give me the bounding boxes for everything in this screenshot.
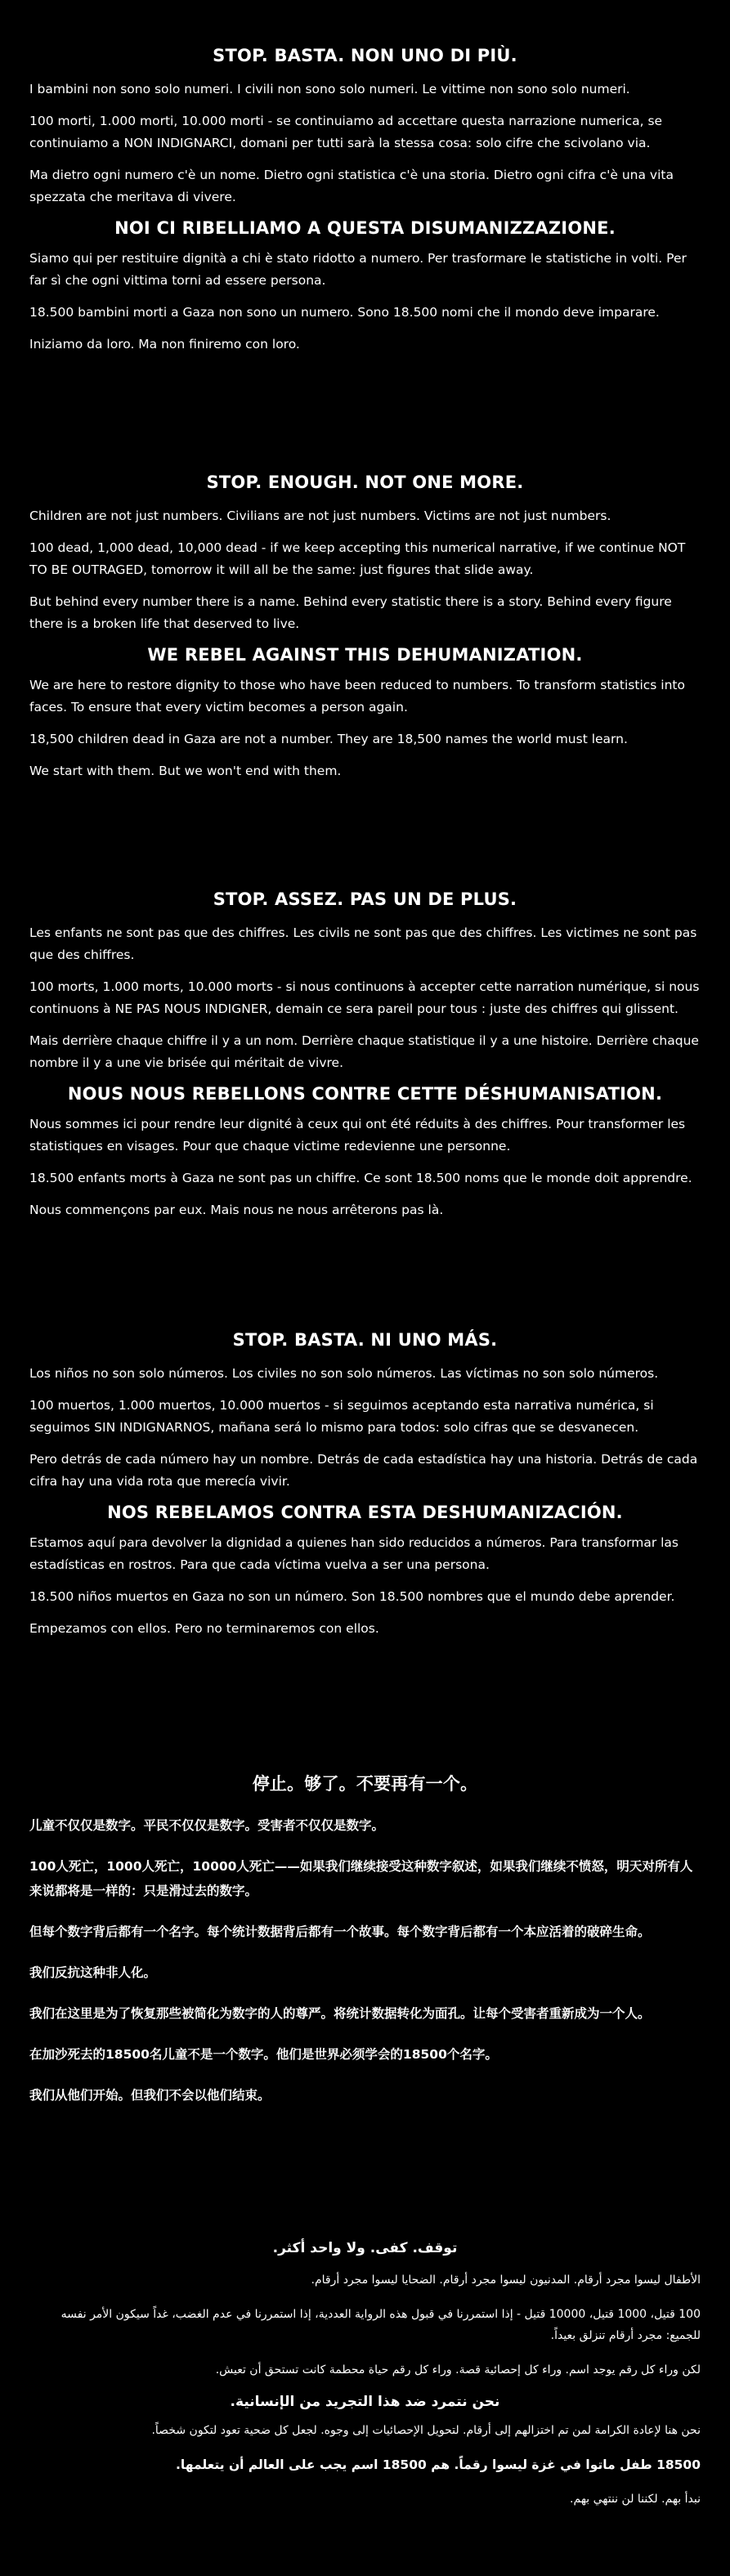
french-paragraph: Nous sommes ici pour rendre leur dignité à ceux qui ont été réduits à des chiffres. Pour transformer les statistiques en visages. Pour que chaque victime redevienne une personne.: [29, 1117, 686, 1154]
chinese-title: 停止。够了。不要再有一个。: [252, 1774, 478, 1794]
arabic-paragraph: الأطفال ليسوا مجرد أرقام. المدنيون ليسوا مجرد أرقام. الضحايا ليسوا مجرد أرقام.: [311, 2274, 701, 2287]
english-paragraph: 18,500 children dead in Gaza are not a number. They are 18,500 names the world must learn.: [29, 732, 628, 746]
french-paragraph: Nous commençons par eux. Mais nous ne nous arrêterons pas là.: [29, 1203, 444, 1217]
english-paragraph: 100 dead, 1,000 dead, 10,000 dead - if we keep accepting this numerical narrative, if we continue NOT TO BE OUTRAGED, tomorrow it will all be the same: just figures that slide away.: [29, 540, 686, 577]
italian-paragraph: Siamo qui per restituire dignità a chi è stato ridotto a numero. Per trasformare le statistiche in volti. Per far sì che ogni vittima torni ad essere persona.: [29, 251, 687, 288]
spanish-paragraph: Los niños no son solo números. Los civiles no son solo números. Las víctimas no son solo números.: [29, 1366, 659, 1381]
italian-subtitle: NOI CI RIBELLIAMO A QUESTA DISUMANIZZAZIONE.: [114, 218, 616, 238]
chinese-paragraph: 儿童不仅仅是数字。平民不仅仅是数字。受害者不仅仅是数字。: [29, 1818, 385, 1833]
section-chinese: [29, 1771, 701, 2124]
spanish-paragraph: Empezamos con ellos. Pero no terminaremos con ellos.: [29, 1621, 379, 1636]
english-paragraph: But behind every number there is a name. Behind every statistic there is a story. Behind every figure there is a broken life that deserved to live.: [29, 594, 672, 631]
italian-paragraph: Ma dietro ogni numero c'è un nome. Dietro ogni statistica c'è una storia. Dietro ogni cifra c'è una vita spezzata che meritava di vivere.: [29, 168, 674, 204]
french-paragraph: 100 morts, 1.000 morts, 10.000 morts - si nous continuons à accepter cette narration numérique, si nous continuons à NE PAS NOUS INDIGNER, demain ce sera pareil pour tous : juste des chiffres qui glissent.: [29, 979, 700, 1016]
chinese-paragraph: 在加沙死去的18500名儿童不是一个数字。他们是世界必须学会的18500个名字。: [29, 2047, 498, 2062]
spanish-paragraph: 100 muertos, 1.000 muertos, 10.000 muertos - si seguimos aceptando esta narrativa numérica, si seguimos SIN INDIGNARNOS, mañana será lo mismo para todos: solo cifras que se desvanecen.: [29, 1398, 654, 1435]
italian-paragraph: 100 morti, 1.000 morti, 10.000 morti - se continuiamo ad accettare questa narrazione numerica, se continuiamo a NON INDIGNARCI, domani per tutti sarà la stessa cosa: solo cifre che scivolano via.: [29, 114, 663, 150]
section-spanish: [29, 1330, 701, 1650]
arabic-paragraph: نحن هنا لإعادة الكرامة لمن تم اختزالهم إلى أرقام. لتحويل الإحصائيات إلى وجوه. لجعل كل ضحية تعود لتكون شخصاً.: [151, 2424, 701, 2437]
french-paragraph: Mais derrière chaque chiffre il y a un nom. Derrière chaque statistique il y a une histoire. Derrière chaque nombre il y a une vie brisée qui méritait de vivre.: [29, 1033, 699, 1070]
french-paragraph: 18.500 enfants morts à Gaza ne sont pas un chiffre. Ce sont 18.500 noms que le monde doit apprendre.: [29, 1171, 692, 1185]
english-subtitle: WE REBEL AGAINST THIS DEHUMANIZATION.: [147, 645, 583, 665]
italian-title: STOP. BASTA. NON UNO DI PIÙ.: [213, 46, 517, 65]
chinese-paragraph: 我们在这里是为了恢复那些被简化为数字的人的尊严。将统计数据转化为面孔。让每个受害者重新成为一个人。: [29, 2006, 651, 2021]
section-arabic: [29, 2240, 701, 2523]
french-paragraph: Les enfants ne sont pas que des chiffres. Les civils ne sont pas que des chiffres. Les victimes ne sont pas que des chiffres.: [29, 925, 697, 962]
arabic-paragraph: نبدأ بهم. لكننا لن ننتهي بهم.: [570, 2493, 701, 2506]
spanish-subtitle: NOS REBELAMOS CONTRA ESTA DESHUMANIZACIÓN.: [107, 1503, 623, 1522]
italian-paragraph: 18.500 bambini morti a Gaza non sono un numero. Sono 18.500 nomi che il mondo deve imparare.: [29, 305, 660, 320]
section-italian: [29, 46, 701, 365]
arabic-paragraph: 100 قتيل، 1000 قتيل، 10000 قتيل - إذا استمررنا في قبول هذه الرواية العددية، إذا استمررنا في عدم الغضب، غداً سيكون الأمر نفسه للجميع: مجرد أرقام تنزلق بعيداً.: [60, 2308, 701, 2342]
english-paragraph: Children are not just numbers. Civilians are not just numbers. Victims are not just numbers.: [29, 508, 611, 523]
english-title: STOP. ENOUGH. NOT ONE MORE.: [206, 473, 524, 492]
spanish-paragraph: Pero detrás de cada número hay un nombre. Detrás de cada estadística hay una historia. Detrás de cada cifra hay una vida rota que merecía vivir.: [29, 1452, 698, 1489]
italian-paragraph: I bambini non sono solo numeri. I civili non sono solo numeri. Le vittime non sono solo numeri.: [29, 82, 630, 96]
chinese-paragraph: 我们从他们开始。但我们不会以他们结束。: [29, 2088, 271, 2103]
spanish-paragraph: Estamos aquí para devolver la dignidad a quienes han sido reducidos a números. Para transformar las estadísticas en rostros. Para que cada víctima vuelva a ser una persona.: [29, 1535, 678, 1572]
section-english: [29, 473, 701, 792]
spanish-title: STOP. BASTA. NI UNO MÁS.: [232, 1330, 498, 1350]
chinese-paragraph: 我们反抗这种非人化。: [29, 1965, 157, 1980]
french-title: STOP. ASSEZ. PAS UN DE PLUS.: [213, 889, 517, 909]
chinese-paragraph: 但每个数字背后都有一个名字。每个统计数据背后都有一个故事。每个数字背后都有一个本应活着的破碎生命。: [29, 1924, 651, 1939]
arabic-subtitle: نحن نتمرد ضد هذا التجريد من الإنسانية.: [230, 2394, 500, 2410]
arabic-title: توقف. كفى. ولا واحد أكثر.: [272, 2240, 458, 2256]
chinese-paragraph: 100人死亡，1000人死亡，10000人死亡——如果我们继续接受这种数字叙述，如果我们继续不愤怒，明天对所有人来说都将是一样的：只是滑过去的数字。: [29, 1859, 693, 1898]
spanish-paragraph: 18.500 niños muertos en Gaza no son un número. Son 18.500 nombres que el mundo debe aprender.: [29, 1589, 675, 1604]
italian-paragraph: Iniziamo da loro. Ma non finiremo con loro.: [29, 337, 300, 352]
english-paragraph: We start with them. But we won't end with them.: [29, 764, 342, 778]
english-paragraph: We are here to restore dignity to those who have been reduced to numbers. To transform statistics into faces. To ensure that every victim becomes a person again.: [29, 678, 685, 715]
arabic-paragraph: لكن وراء كل رقم يوجد اسم. وراء كل إحصائية قصة. وراء كل رقم حياة محطمة كانت تستحق أن تعيش.: [215, 2363, 701, 2377]
section-french: [29, 889, 701, 1231]
arabic-paragraph: 18500 طفل ماتوا في غزة ليسوا رقماً. هم 18500 اسم يجب على العالم أن يتعلمها.: [176, 2457, 701, 2472]
french-subtitle: NOUS NOUS REBELLONS CONTRE CETTE DÉSHUMANISATION.: [67, 1084, 663, 1104]
